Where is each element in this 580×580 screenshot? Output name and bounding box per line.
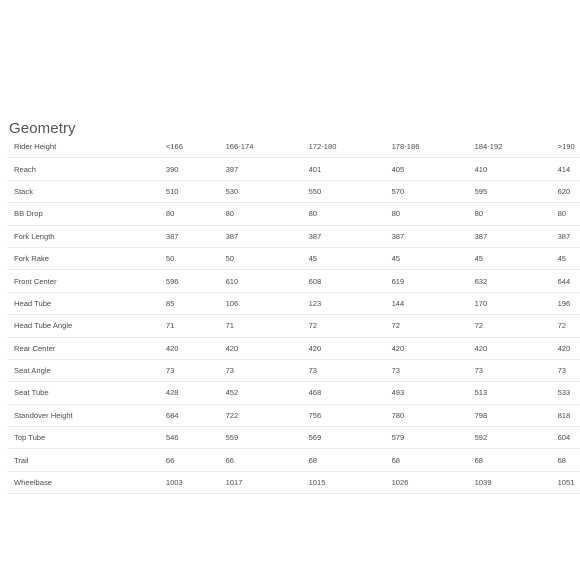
value-cell: 72 <box>385 315 468 337</box>
value-cell: 397 <box>219 158 302 180</box>
size-header-cell: 184-192 <box>474 142 503 152</box>
value-cell: 73 <box>302 359 385 381</box>
value-cell: 387 <box>385 225 468 247</box>
value-cell: 1003 <box>159 471 219 493</box>
table-row <box>7 427 580 449</box>
value-cell: 420 <box>302 337 385 359</box>
value-cell: 73 <box>468 359 551 381</box>
value-cell: 80 <box>468 203 551 225</box>
value-cell: 405 <box>385 158 468 180</box>
value-cell: 73 <box>551 359 580 381</box>
table-row <box>7 247 580 269</box>
value-cell: 73 <box>385 359 468 381</box>
table-row <box>7 359 580 381</box>
table-row <box>7 382 580 404</box>
value-cell: 644 <box>551 270 580 292</box>
row-label: Fork Rake <box>7 247 159 269</box>
row-label: Stack <box>7 180 159 202</box>
value-cell: 592 <box>468 427 551 449</box>
value-cell: 80 <box>551 203 580 225</box>
value-cell: 73 <box>219 359 302 381</box>
table-row <box>7 315 580 337</box>
row-label: Head Tube <box>7 292 159 314</box>
value-cell: 80 <box>302 203 385 225</box>
value-cell: 66 <box>219 449 302 471</box>
size-header-cell: 172-180 <box>308 142 337 152</box>
value-cell: 410 <box>468 158 551 180</box>
row-label: Wheelbase <box>7 471 159 493</box>
value-cell: 68 <box>468 449 551 471</box>
value-cell: 387 <box>159 225 219 247</box>
table-row <box>7 449 580 471</box>
table-row <box>7 471 580 493</box>
value-cell: 1015 <box>302 471 385 493</box>
value-cell: 106 <box>219 292 302 314</box>
value-cell: 452 <box>219 382 302 404</box>
value-cell: 420 <box>468 337 551 359</box>
value-cell: 68 <box>302 449 385 471</box>
row-label: Trail <box>7 449 159 471</box>
value-cell: 510 <box>159 180 219 202</box>
value-cell: 513 <box>468 382 551 404</box>
row-label: Seat Tube <box>7 382 159 404</box>
value-cell: 73 <box>159 359 219 381</box>
value-cell: 1051 <box>551 471 580 493</box>
table-header-row <box>7 136 580 158</box>
value-cell: 72 <box>468 315 551 337</box>
value-cell: 50 <box>159 247 219 269</box>
value-cell: 387 <box>302 225 385 247</box>
value-cell: 45 <box>385 247 468 269</box>
value-cell: 570 <box>385 180 468 202</box>
value-cell: 684 <box>159 404 219 426</box>
row-label: Front Center <box>7 270 159 292</box>
value-cell: 45 <box>468 247 551 269</box>
value-cell: 414 <box>551 158 580 180</box>
value-cell: 45 <box>551 247 580 269</box>
value-cell: 71 <box>159 315 219 337</box>
value-cell: 595 <box>468 180 551 202</box>
value-cell: 68 <box>551 449 580 471</box>
value-cell: 66 <box>159 449 219 471</box>
value-cell: 196 <box>551 292 580 314</box>
value-cell: 123 <box>302 292 385 314</box>
value-cell: 1017 <box>219 471 302 493</box>
value-cell: 632 <box>468 270 551 292</box>
row-label: Rear Center <box>7 337 159 359</box>
value-cell: 420 <box>551 337 580 359</box>
value-cell: 533 <box>551 382 580 404</box>
value-cell: 72 <box>302 315 385 337</box>
value-cell: 45 <box>302 247 385 269</box>
value-cell: 610 <box>219 270 302 292</box>
value-cell: 1039 <box>468 471 551 493</box>
table-row <box>7 225 580 247</box>
value-cell: 608 <box>302 270 385 292</box>
value-cell: 604 <box>551 427 580 449</box>
row-label: BB Drop <box>7 203 159 225</box>
value-cell: 80 <box>385 203 468 225</box>
table-row <box>7 270 580 292</box>
value-cell: 420 <box>385 337 468 359</box>
value-cell: 85 <box>159 292 219 314</box>
value-cell: 68 <box>385 449 468 471</box>
value-cell: 144 <box>385 292 468 314</box>
value-cell: 50 <box>219 247 302 269</box>
value-cell: 468 <box>302 382 385 404</box>
row-label: Reach <box>7 158 159 180</box>
table-row <box>7 404 580 426</box>
value-cell: 493 <box>385 382 468 404</box>
value-cell: 722 <box>219 404 302 426</box>
value-cell: 387 <box>551 225 580 247</box>
geometry-table-body <box>7 136 580 494</box>
value-cell: 428 <box>159 382 219 404</box>
value-cell: 818 <box>551 404 580 426</box>
value-cell: 80 <box>219 203 302 225</box>
value-cell: 798 <box>468 404 551 426</box>
size-header-cell: 178-186 <box>391 142 420 152</box>
value-cell: 756 <box>302 404 385 426</box>
value-cell: 387 <box>468 225 551 247</box>
value-cell: 390 <box>159 158 219 180</box>
value-cell: 71 <box>219 315 302 337</box>
value-cell: 401 <box>302 158 385 180</box>
page-title: Geometry <box>9 120 76 138</box>
value-cell: 569 <box>302 427 385 449</box>
row-label: Rider Height <box>14 142 57 152</box>
value-cell: 780 <box>385 404 468 426</box>
row-label: Standover Height <box>7 404 159 426</box>
row-label: Fork Length <box>7 225 159 247</box>
value-cell: 620 <box>551 180 580 202</box>
row-label: Seat Angle <box>7 359 159 381</box>
value-cell: 619 <box>385 270 468 292</box>
value-cell: 80 <box>159 203 219 225</box>
value-cell: 420 <box>159 337 219 359</box>
value-cell: 420 <box>219 337 302 359</box>
value-cell: 387 <box>219 225 302 247</box>
value-cell: 596 <box>159 270 219 292</box>
table-row <box>7 203 580 225</box>
value-cell: 530 <box>219 180 302 202</box>
size-header-cell: 166-174 <box>225 142 254 152</box>
value-cell: 579 <box>385 427 468 449</box>
value-cell: 170 <box>468 292 551 314</box>
value-cell: 1026 <box>385 471 468 493</box>
table-row <box>7 180 580 202</box>
value-cell: 559 <box>219 427 302 449</box>
row-label: Head Tube Angle <box>7 315 159 337</box>
size-header-cell: >190 <box>557 142 575 152</box>
table-row <box>7 292 580 314</box>
table-row <box>7 158 580 180</box>
geometry-table <box>7 136 580 494</box>
value-cell: 550 <box>302 180 385 202</box>
value-cell: 546 <box>159 427 219 449</box>
value-cell: 72 <box>551 315 580 337</box>
size-header-cell: <166 <box>165 142 183 152</box>
row-label: Top Tube <box>7 427 159 449</box>
table-row <box>7 337 580 359</box>
